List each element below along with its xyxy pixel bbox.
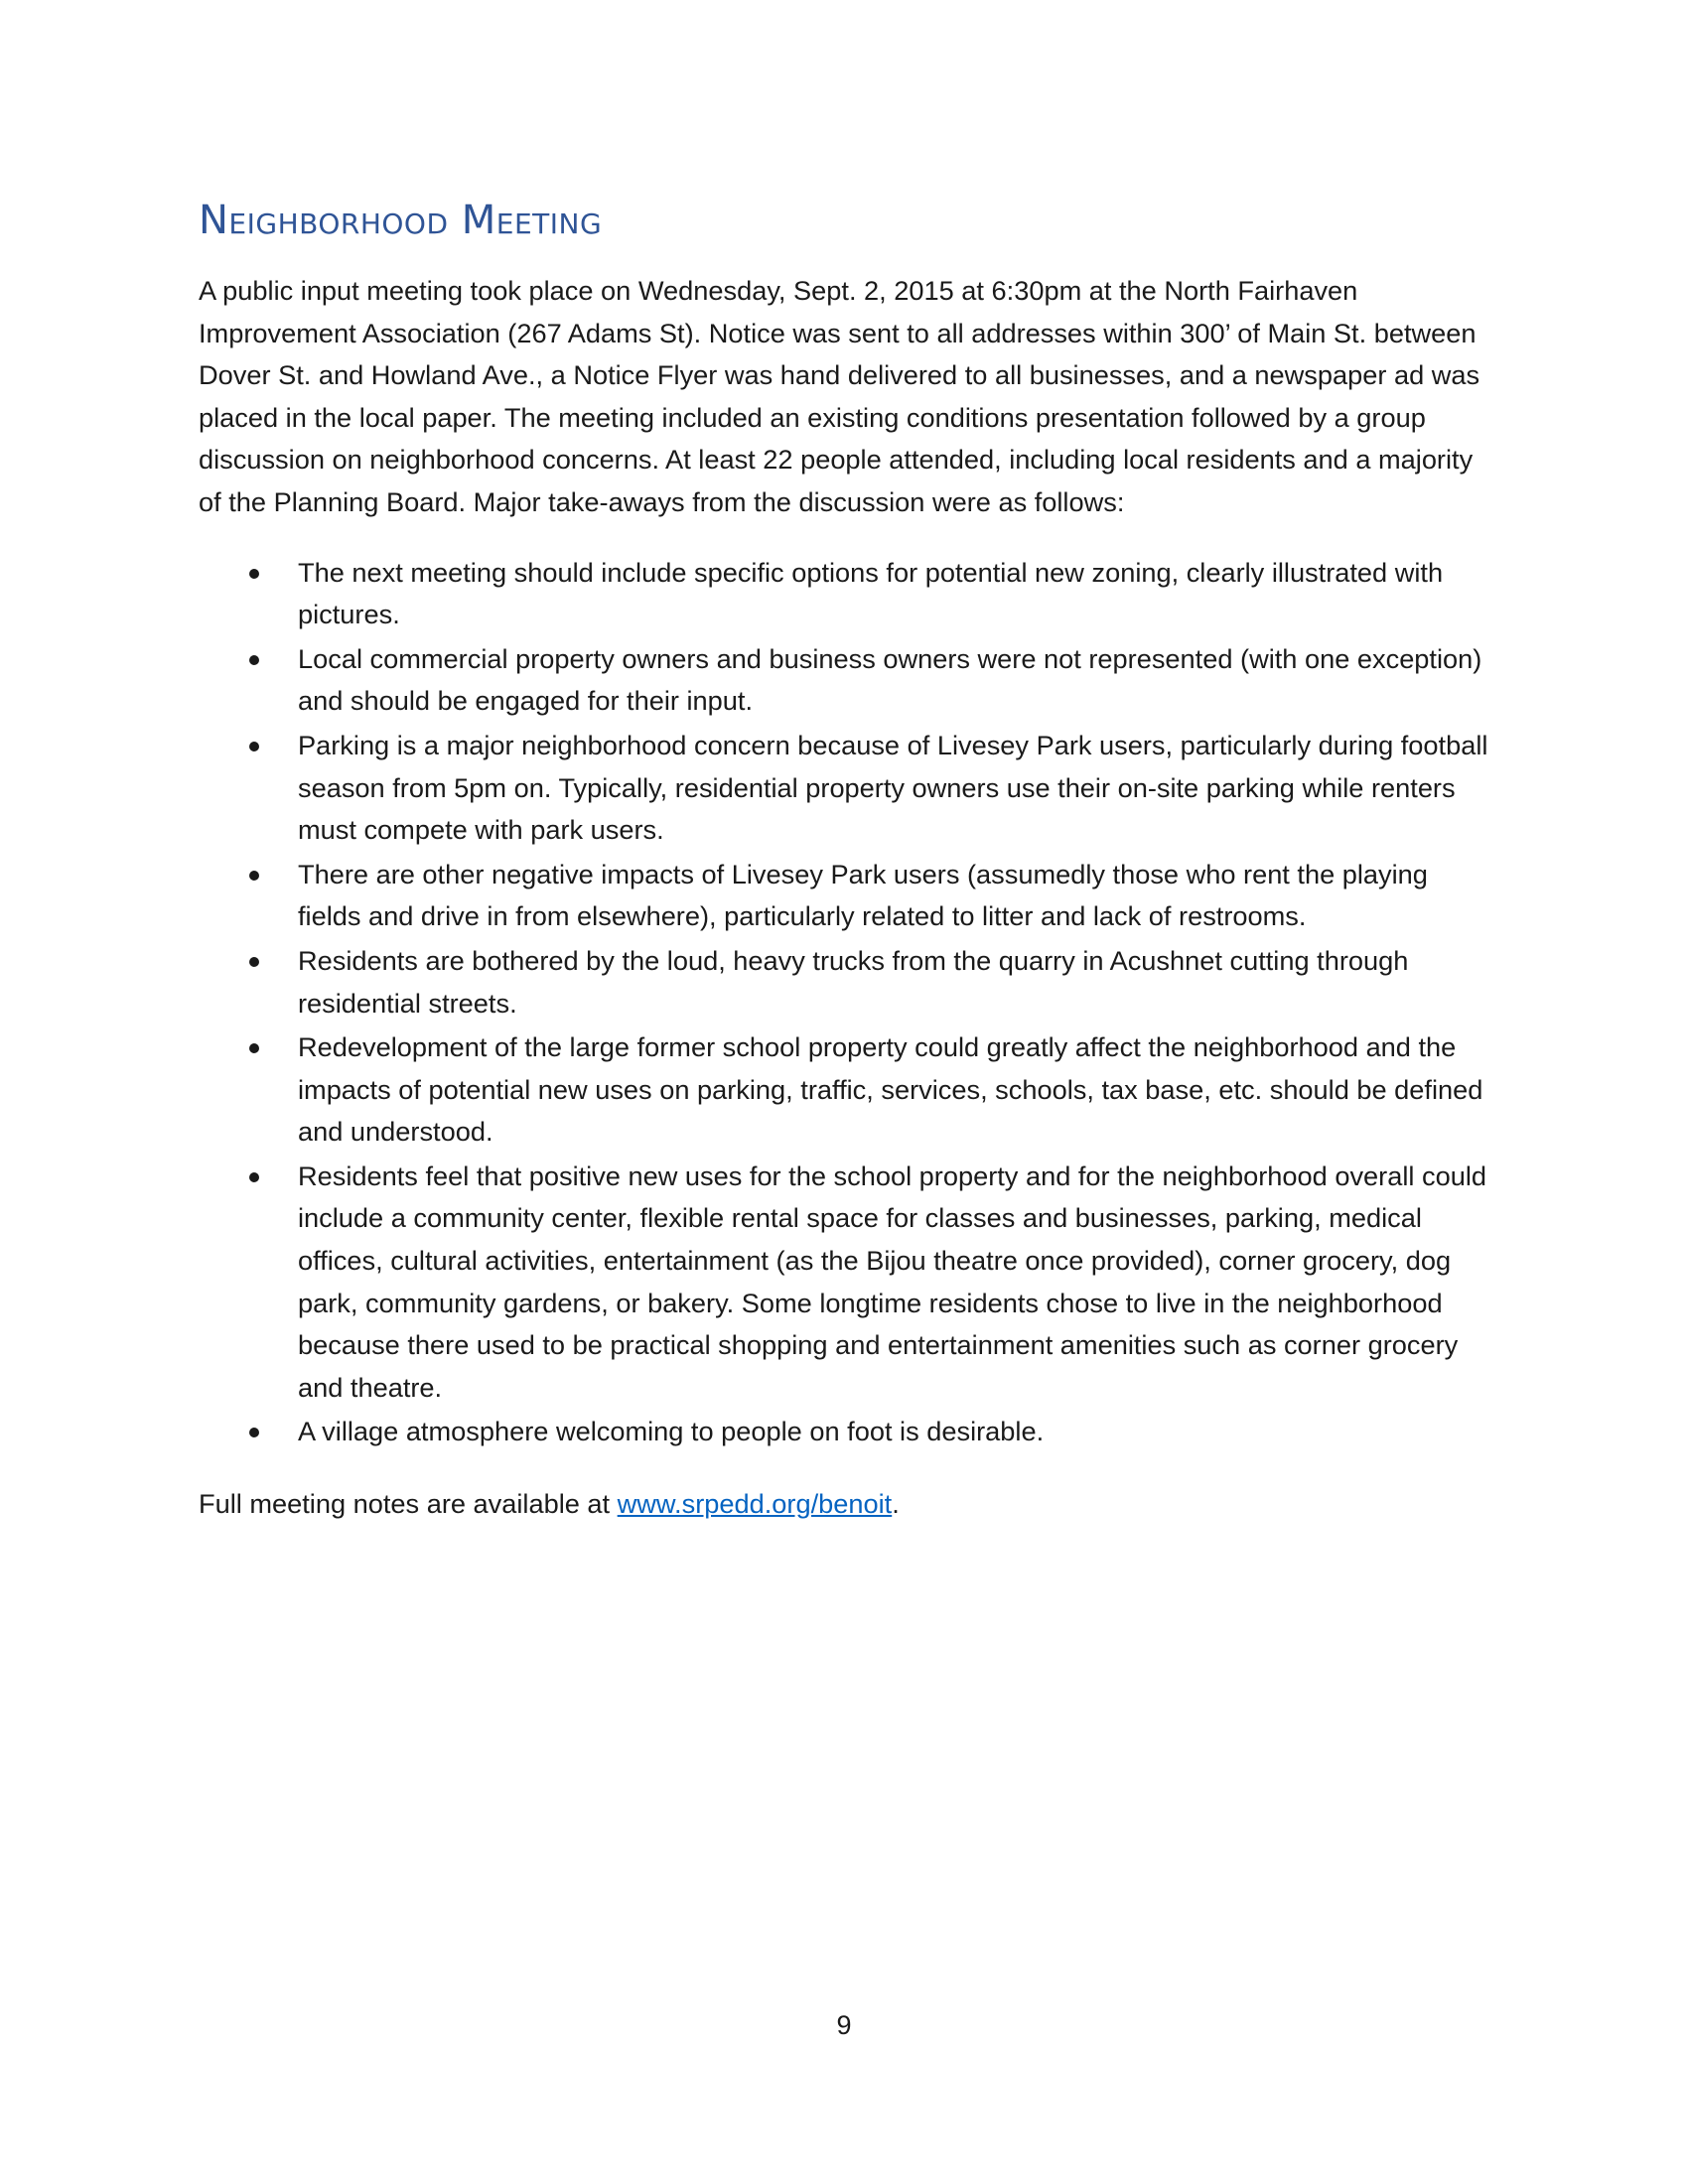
list-item xyxy=(199,1026,1489,1154)
list-item xyxy=(199,552,1489,636)
list-item-text: Local commercial property owners and business owners were not represented (with one exception) and should be engaged for their input. xyxy=(298,642,1482,717)
bullet-icon xyxy=(249,1172,259,1182)
list-item-text: The next meeting should include specific options for potential new zoning, clearly illustrated with pictures. xyxy=(298,556,1444,630)
list-item-text: Residents are bothered by the loud, heavy trucks from the quarry in Acushnet cutting through residential streets. xyxy=(298,944,1409,1019)
page-number: 9 xyxy=(836,2010,852,2040)
takeaways-list xyxy=(199,552,1489,1453)
bullet-icon xyxy=(249,957,259,967)
list-item xyxy=(199,1411,1489,1453)
section-body xyxy=(199,270,1489,1526)
list-item xyxy=(199,940,1489,1024)
closing-suffix: . xyxy=(892,1488,900,1520)
list-item-text: Redevelopment of the large former school property could greatly affect the neighborhood and the impacts of potential new uses on parking, traffic, services, schools, tax base, etc. should be defined and understood. xyxy=(298,1031,1483,1148)
intro-paragraph: A public input meeting took place on Wednesday, Sept. 2, 2015 at 6:30pm at the North Fairhaven Improvement Association (267 Adams St). Notice was sent to all addresses within 300’ of Main St. between Dover St. and Howland Ave., a Notice Flyer was hand delivered to all businesses, and a newspaper ad was placed in the local paper. The meeting included an existing conditions presentation followed by a group discussion on neighborhood concerns. At least 22 people attended, including local residents and a majority of the Planning Board. Major take-aways from the discussion were as follows: xyxy=(199,275,1480,517)
section-heading: Neighborhood Meeting xyxy=(199,198,603,243)
meeting-notes-link[interactable]: www.srpedd.org/benoit xyxy=(617,1488,893,1520)
closing-prefix: Full meeting notes are available at xyxy=(199,1488,618,1520)
list-item xyxy=(199,725,1489,852)
list-item xyxy=(199,1156,1489,1410)
bullet-icon xyxy=(249,742,259,751)
bullet-icon xyxy=(249,1428,259,1437)
list-item-text: There are other negative impacts of Livesey Park users (assumedly those who rent the playing fields and drive in from elsewhere), particularly related to litter and lack of restrooms. xyxy=(298,858,1428,932)
list-item-text: Parking is a major neighborhood concern because of Livesey Park users, particularly during football season from 5pm on. Typically, residential property owners use their on-site parking while renters must compete with park users. xyxy=(298,729,1488,846)
list-item xyxy=(199,638,1489,723)
closing-paragraph xyxy=(199,1483,1489,1526)
bullet-icon xyxy=(249,1043,259,1053)
bullet-icon xyxy=(249,871,259,881)
bullet-icon xyxy=(249,569,259,579)
bullet-icon xyxy=(249,655,259,665)
list-item-text: A village atmosphere welcoming to people on foot is desirable. xyxy=(298,1416,1045,1447)
list-item-text: Residents feel that positive new uses for the school property and for the neighborhood overall could include a community center, flexible rental space for classes and businesses, parking, medical offices, cultural activities, entertainment (as the Bijou theatre once provided), corner grocery, dog park, community gardens, or bakery. Some longtime residents chose to live in the neighborhood because there used to be practical shopping and entertainment amenities such as corner grocery and theatre. xyxy=(298,1160,1486,1403)
list-item xyxy=(199,854,1489,938)
